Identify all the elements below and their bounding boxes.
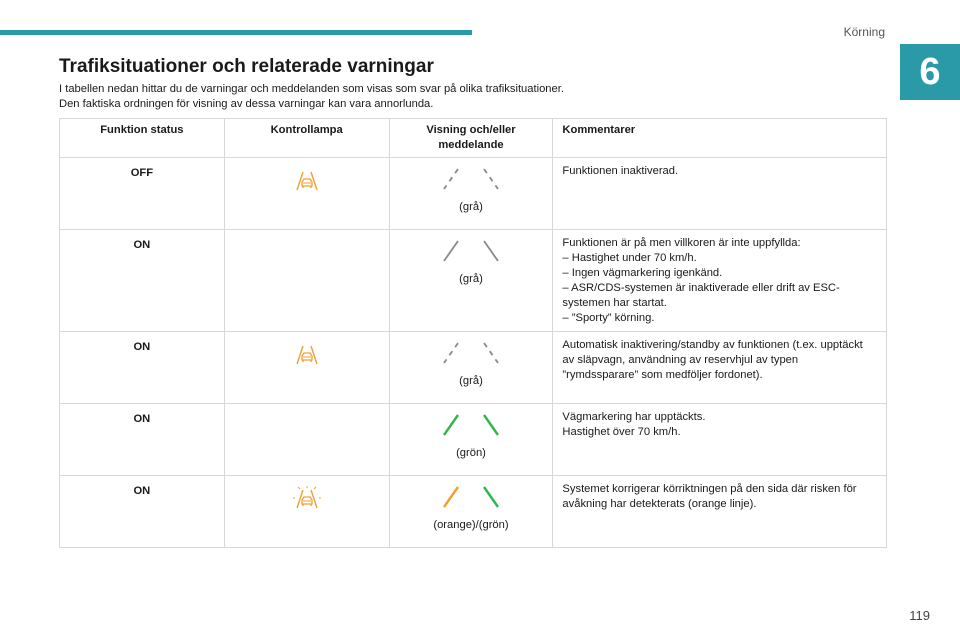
lane-lines-icon — [436, 413, 506, 444]
comment-line: Vägmarkering har upptäckts. — [562, 411, 706, 423]
table-header-row — [60, 119, 887, 158]
lane-lines-icon — [436, 239, 506, 270]
table-row — [60, 158, 887, 230]
status-value: OFF — [130, 167, 154, 179]
status-value: ON — [133, 413, 151, 425]
comment-line: Automatisk inaktivering/standby av funktionen (t.ex. upptäckt av släpvagn, användning av reservhjul av typen ”rymdssparare” som medföljer fordonet). — [562, 339, 863, 381]
lane-warning-orange-icon — [292, 168, 322, 199]
lane-lines-icon — [436, 341, 506, 372]
comment-cell — [553, 404, 887, 476]
lamp-cell — [224, 158, 389, 230]
comment-cell — [553, 230, 887, 332]
comment-line: Funktionen inaktiverad. — [562, 165, 679, 177]
chapter-badge: 6 — [900, 44, 960, 100]
lamp-cell — [224, 230, 389, 332]
comment-line: Hastighet över 70 km/h. — [562, 426, 681, 438]
status-cell — [60, 476, 225, 548]
visual-cell — [389, 404, 553, 476]
visual-cell — [389, 230, 553, 332]
section-label: Körning — [843, 25, 885, 39]
header-status: Funktion status — [60, 119, 225, 158]
lamp-cell — [224, 404, 389, 476]
warnings-table — [59, 118, 887, 548]
color-caption: (grå) — [459, 201, 483, 213]
status-value: ON — [133, 485, 151, 497]
comment-cell — [553, 332, 887, 404]
intro-line: I tabellen nedan hittar du de varningar och meddelanden som visas som svar på olika trafiksituationer. — [59, 83, 564, 95]
color-caption: (grå) — [459, 375, 483, 387]
comment-line: Systemet korrigerar körriktningen på den sida där risken för avåkning har detekterats (orange linje). — [562, 483, 857, 510]
table-row — [60, 404, 887, 476]
lane-warning-active-orange-icon — [292, 486, 322, 517]
comment-line: – Hastighet under 70 km/h. — [562, 252, 697, 264]
lamp-cell — [224, 476, 389, 548]
comment-line: Funktionen är på men villkoren är inte uppfyllda: — [562, 237, 801, 249]
header-visual: Visning och/eller meddelande — [389, 119, 553, 158]
lamp-cell — [224, 332, 389, 404]
header-comments: Kommentarer — [553, 119, 887, 158]
page-number: 119 — [909, 608, 930, 623]
status-value: ON — [133, 239, 151, 251]
status-cell — [60, 230, 225, 332]
comment-line: – ASR/CDS-systemen är inaktiverade eller drift av ESC-systemen har startat. — [562, 282, 840, 309]
table-row — [60, 476, 887, 548]
visual-cell — [389, 332, 553, 404]
intro-text — [59, 82, 564, 112]
color-caption: (grön) — [456, 447, 486, 459]
intro-line: Den faktiska ordningen för visning av dessa varningar kan vara annorlunda. — [59, 98, 434, 110]
header-lamp: Kontrollampa — [224, 119, 389, 158]
lane-lines-icon — [436, 485, 506, 516]
visual-cell — [389, 476, 553, 548]
page-title: Trafiksituationer och relaterade varningar — [59, 56, 434, 77]
color-caption: (grå) — [459, 273, 483, 285]
table-row — [60, 332, 887, 404]
comment-line: – ”Sporty” körning. — [562, 312, 655, 324]
status-cell — [60, 332, 225, 404]
status-value: ON — [133, 341, 151, 353]
comment-line: – Ingen vägmarkering igenkänd. — [562, 267, 723, 279]
status-cell — [60, 158, 225, 230]
status-cell — [60, 404, 225, 476]
table-row — [60, 230, 887, 332]
lane-lines-icon — [436, 167, 506, 198]
color-caption: (orange)/(grön) — [433, 519, 509, 531]
comment-cell — [553, 476, 887, 548]
lane-warning-orange-icon — [292, 342, 322, 373]
comment-cell — [553, 158, 887, 230]
section-color-bar — [0, 30, 472, 35]
visual-cell — [389, 158, 553, 230]
